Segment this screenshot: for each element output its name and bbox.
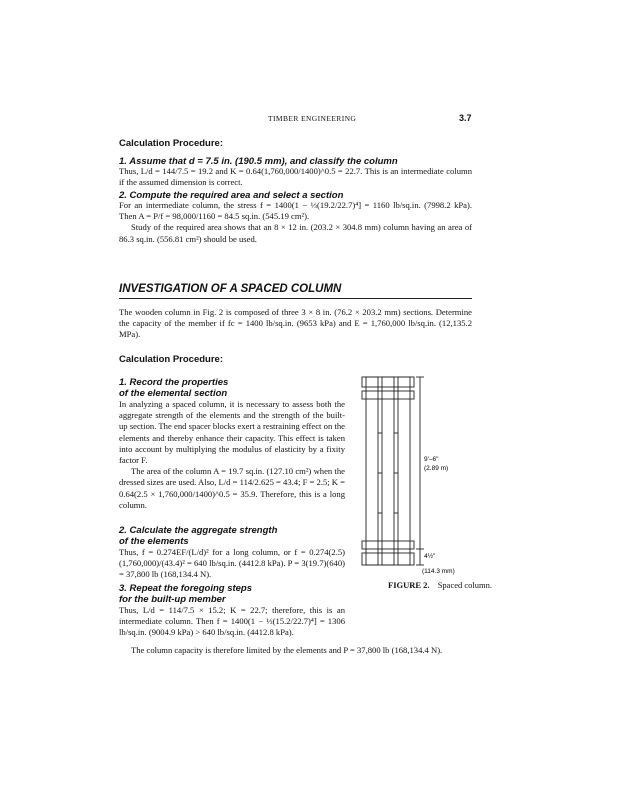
- conclusion-paragraph: [119, 645, 472, 656]
- spaced-column-figure: [360, 373, 470, 578]
- bottom-dim-mm: (114.3 mm): [422, 568, 455, 575]
- s2-step1-title-line1: 1. Record the properties: [119, 377, 229, 388]
- calc-procedure-heading-2: Calculation Procedure:: [119, 354, 223, 365]
- step2-text-2: Study of the required area shows that an 8 × 12 in. (203.2 × 304.8 mm) column having an area of 86.3 sq.in. (556.81 cm²) should be used.: [119, 222, 472, 244]
- figure-caption-text: Spaced column.: [437, 580, 492, 590]
- s2-step2-paragraph: [119, 547, 345, 581]
- height-dim-m: (2.89 m): [424, 465, 449, 472]
- bottom-spacer-block: [362, 541, 414, 549]
- top-spacer-block: [362, 377, 414, 387]
- step1-text: Thus, L/d = 144/7.5 = 19.2 and K = 0.64(1,760,000/1400)^0.5 = 22.7. This is an intermediate column if the assumed dimension is correct.: [119, 166, 472, 188]
- s2-step2-title-line1: 2. Calculate the aggregate strength: [119, 525, 278, 536]
- step2-paragraph: [119, 200, 472, 245]
- figure-caption: [388, 580, 492, 590]
- section-title: INVESTIGATION OF A SPACED COLUMN: [119, 283, 342, 295]
- figure-caption-label: FIGURE 2.: [388, 580, 430, 590]
- step2-title: 2. Compute the required area and select a section: [119, 190, 344, 201]
- top-spacer-block-2: [362, 391, 414, 399]
- page-number: 3.7: [459, 113, 472, 123]
- section-rule: [119, 298, 472, 299]
- s2-step1-text-2: The area of the column A = 19.7 sq.in. (127.10 cm²) when the dressed sizes are used. Also, L/d = 114/2.625 = 43.4; F = 2.5; K = 0.64(2.5 × 1,760,000/1400)^0.5 = 35.9. Therefore, this is a long column.: [119, 466, 346, 510]
- step1-paragraph: [119, 166, 472, 188]
- s2-step3-paragraph: [119, 605, 345, 639]
- running-header-title: TIMBER ENGINEERING: [268, 114, 357, 123]
- column-element-middle: [382, 377, 394, 565]
- s2-step1-text-1: In analyzing a spaced column, it is necessary to assess both the aggregate strength of the elements and the strength of the built-up section. The end spacer blocks exert a restraining effect on the elements and thereby enhance their capacity. This effect is taken into account by multiplying the modulus of elasticity by a fixity factor F.: [119, 399, 345, 466]
- s2-step1-title-line2: of the elemental section: [119, 388, 228, 399]
- s2-step3-title-line1: 3. Repeat the foregoing steps: [119, 583, 253, 594]
- s2-step3-text: Thus, L/d = 114/7.5 × 15.2; K = 22.7; therefore, this is an intermediate column. Then f = 1400(1 − ⅓(15.2/22.7)⁴] = 1306 lb/sq.in. (9004.9 kPa) > 640 lb/sq.in. (4412.8 kPa).: [119, 605, 345, 638]
- bottom-dim-in: 4½": [424, 553, 436, 560]
- bottom-spacer-block-2: [362, 553, 414, 565]
- column-element-left: [366, 377, 378, 565]
- height-dim-ft: 9'–6": [424, 456, 439, 463]
- intro-paragraph: [119, 307, 472, 341]
- calc-procedure-heading-1: Calculation Procedure:: [119, 138, 223, 149]
- s2-step2-title-line2: of the elements: [119, 536, 189, 547]
- intro-text: The wooden column in Fig. 2 is composed of three 3 × 8 in. (76.2 × 203.2 mm) sections. Determine the capacity of the member if fc = 1400 lb/sq.in. (9653 kPa) and E = 1,760,000 lb/sq.in. (12,135.2 MPa).: [119, 307, 472, 340]
- s2-step2-text: Thus, f = 0.274EF/(L/d)² for a long column, or f = 0.274(2.5)(1,760,000)/(43.4)² = 640 lb/sq.in. (4412.8 kPa). P = 3(19.7)(640) = 37,800 lb (168,134.4 N).: [119, 547, 345, 580]
- s2-step3-title-line2: for the built-up member: [119, 594, 226, 605]
- s2-step1-paragraph: [119, 399, 345, 511]
- column-element-right: [398, 377, 410, 565]
- step1-title: 1. Assume that d = 7.5 in. (190.5 mm), and classify the column: [119, 156, 398, 167]
- step2-text-1: For an intermediate column, the stress f = 1400(1 − ⅓(19.2/22.7)⁴] = 1160 lb/sq.in. (7998.2 kPa). Then A = P/f = 98,000/1160 = 84.5 sq.in. (545.19 cm²).: [119, 200, 472, 222]
- conclusion-text: The column capacity is therefore limited by the elements and P = 37,800 lb (168,134.4 N).: [131, 645, 443, 655]
